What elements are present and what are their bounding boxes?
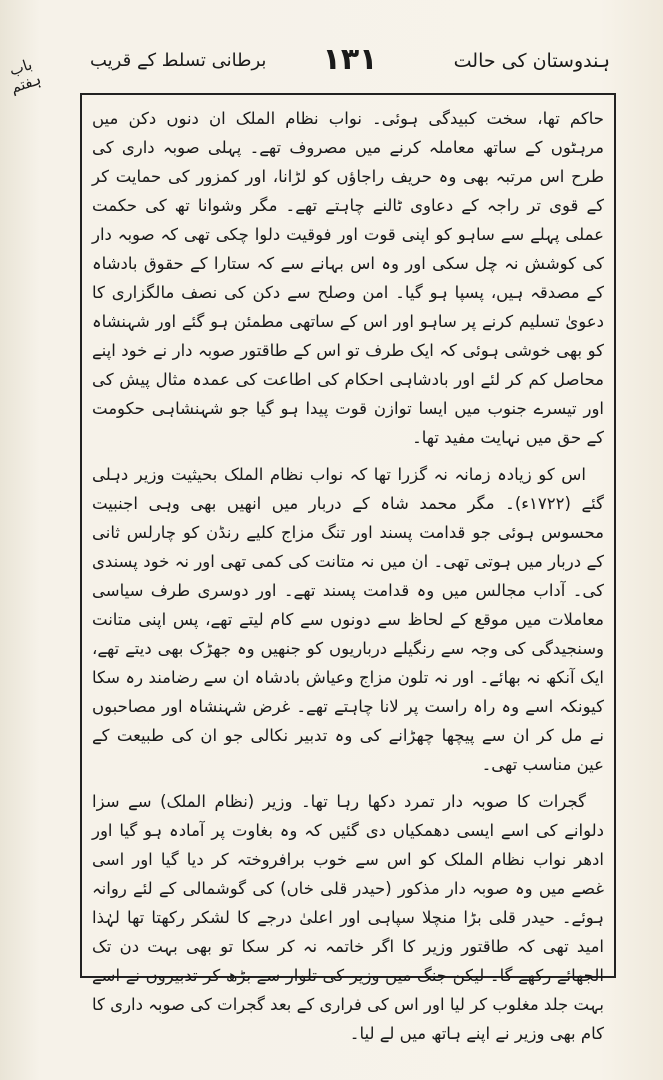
paragraph-3: گجرات کا صوبہ دار تمرد دکھا رہا تھا۔ وزیر (نظام الملک) سے سزا دلوانے کی اسے ایسی دھمکیاں دی گئیں کہ وہ بغاوت پر آمادہ ہو گیا اور ادھر نواب نظام الملک کو اس سے خوب برافروختہ کر دیا گیا اور اسی غصے میں وہ صوبہ دار مذکور (حیدر قلی خاں) کی گوشمالی کے لئے روانہ ہوئے۔ حیدر قلی بڑا منچلا سپاہی اور اعلیٰ درجے کا لشکر رکھتا تھا لہٰذا امید تھی کہ طاقتور وزیر کا اگر خاتمہ نہ کر سکا تو بھی بہت دن تک الجھائے رکھے گا۔ لیکن جنگ میں وزیر کی تلوار سے بڑھ کر تدبیروں نے اسے بہت جلد مغلوب کر لیا اور اس کی فراری کے بعد گجرات کی صوبہ داری کا کام بھی وزیر نے اپنے ہاتھ میں لے لیا۔ — [92, 792, 604, 1043]
paragraph-1: حاکم تھا، سخت کبیدگی ہوئی۔ نواب نظام الملک ان دنوں دکن میں مرہٹوں کے ساتھ معاملہ کرنے میں مصروف تھے۔ پہلی صوبہ داری کی طرح اس مرتبہ بھی وہ حریف راجاؤں کو لڑانا، اور کمزور کی حمایت کر کے قوی تر راجہ کے دعاوی ٹالنے چاہتے تھے۔ مگر وشوانا تھ کی حکمت عملی پہلے سے ساہو کو اپنی قوت اور فوقیت دلوا چکی تھی کہ صوبہ دار کی کوشش نہ چل سکی اور وہ اس بہانے سے کہ ستارا کے حقوق بادشاہ کے مصدقہ ہیں، پسپا ہو گیا۔ امن وصلح سے دکن کی نصف مالگزاری کا دعویٰ تسلیم کرنے پر ساہو اور اس کے ساتھی مطمئن ہو گئے اور شہنشاہ کو بھی خوشی ہوئی کہ ایک طرف تو اس کے طاقتور صوبہ دار نے خود اپنے محاصل کم کر لئے اور بادشاہی احکام کی اطاعت کی عمدہ مثال پیش کی اور تیسرے جنوب میں ایسا توازن قوت پیدا ہو گیا جو شہنشاہی حکومت کے حق میں نہایت مفید تھا۔ — [92, 109, 604, 447]
running-title-left: برطانی تسلط کے قریب — [90, 50, 267, 71]
chapter-margin-note: باب ہفتم — [6, 55, 44, 97]
paragraph-2: اس کو زیادہ زمانہ نہ گزرا تھا کہ نواب نظام الملک بحیثیت وزیر دہلی گئے (۱۷۲۲ء)۔ مگر محمد شاہ کے دربار میں انھیں بھی وہی اجنبیت محسوس ہوئی جو قدامت پسند اور تنگ مزاج کلیے رنڈن کو چارلس ثانی کے دربار میں ہوتی تھی۔ ان میں نہ متانت کی کمی تھی اور نہ خود پسندی کی۔ آداب مجالس میں وہ قدامت پسند تھے۔ اور دوسری طرف سیاسی معاملات میں موقع کے لحاظ سے دونوں سے کام لیتے تھے، پس اپنی متانت وسنجیدگی کی وجہ سے رنگیلے درباریوں کو جنھیں وہ جھڑک بھی دیتے تھے، ایک آنکھ نہ بھائے۔ اور نہ تلون مزاج وعیاش بادشاہ ان سے رضامند رہ سکا کیونکہ اسے وہ راہ راست پر لانا چاہتے تھے۔ غرض شہنشاہ اور مصاحبوں نے مل کر ان سے پیچھا چھڑانے کی وہ تدبیر نکالی جو ان کی طبیعت کے عین مناسب تھی۔ — [92, 465, 604, 774]
body-text — [92, 104, 604, 1056]
page-number: ۱۳۱ — [322, 42, 378, 77]
page-header — [90, 40, 610, 80]
running-title-right: ہندوستان کی حالت — [453, 50, 610, 72]
